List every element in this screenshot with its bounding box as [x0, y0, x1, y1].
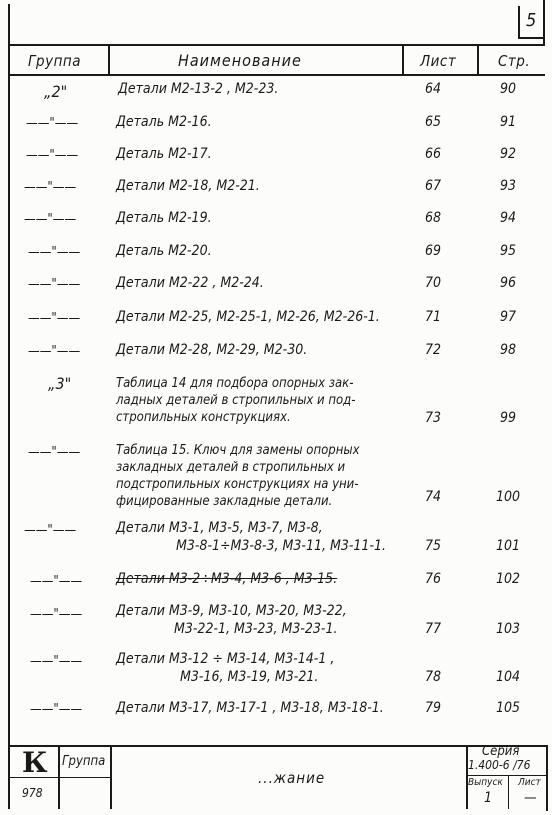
row-7-page: 96 — [499, 275, 517, 291]
stamp-title: ...жание — [258, 769, 326, 787]
row-12-line-1: Детали М3-1, М3-5, М3-7, М3-8, — [116, 520, 323, 536]
page-number-box-left — [518, 6, 520, 38]
row-4-sheet: 67 — [424, 178, 442, 194]
stamp-issue-label: Выпуск — [468, 777, 503, 788]
row-3-page: 92 — [499, 146, 517, 162]
row-14-sheet: 77 — [424, 621, 442, 637]
frame-left-line — [8, 4, 10, 809]
stamp-sheet-label: Лист — [518, 777, 541, 788]
row-3-name: Деталь М2-17. — [116, 146, 212, 162]
row-10-line-2: ладных деталей в стропильных и под- — [116, 393, 356, 408]
row-11-line-4: фицированные закладные детали. — [116, 494, 333, 509]
row-11-line-1: Таблица 15. Ключ для замены опорных — [116, 443, 360, 458]
row-15-group: ——"—— — [30, 654, 83, 669]
row-1-group: „2" — [44, 82, 68, 101]
stamp-group-label: Группа — [62, 754, 106, 769]
frame-right-lower-line — [546, 745, 548, 811]
row-12-page: 101 — [495, 538, 521, 554]
row-11-line-2: закладных деталей в стропильных и — [116, 460, 346, 475]
row-13-group: ——"—— — [30, 574, 83, 589]
header-bottom-line — [8, 74, 545, 76]
row-8-name: Детали М2-25, М2-25-1, М2-26, М2-26-1. — [116, 309, 380, 325]
row-1-sheet: 64 — [424, 81, 442, 97]
row-15-line-2: М3-16, М3-19, М3-21. — [180, 669, 319, 685]
row-16-page: 105 — [495, 700, 521, 716]
row-11-group: ——"—— — [28, 445, 81, 460]
header-name: Наименование — [178, 51, 302, 70]
row-2-group: ——"—— — [26, 116, 79, 131]
header-page: Стр. — [498, 52, 531, 70]
row-7-sheet: 70 — [424, 275, 442, 291]
row-10-line-3: стропильных конструкциях. — [116, 410, 291, 425]
row-2-sheet: 65 — [424, 114, 442, 130]
row-14-group: ——"—— — [30, 607, 83, 622]
row-14-line-2: М3-22-1, М3-23, М3-23-1. — [174, 621, 338, 637]
row-7-name: Детали М2-22 , М2-24. — [116, 275, 264, 291]
row-9-page: 98 — [499, 342, 517, 358]
row-6-sheet: 69 — [424, 243, 442, 259]
row-10-sheet: 73 — [424, 410, 442, 426]
page-number: 5 — [526, 10, 537, 31]
row-6-group: ——"—— — [28, 245, 81, 260]
header-sheet: Лист — [420, 52, 457, 70]
row-12-group: ——"—— — [24, 523, 77, 538]
row-1-page: 90 — [499, 81, 517, 97]
stamp-mark: К — [22, 746, 48, 779]
row-4-page: 93 — [499, 178, 517, 194]
row-5-group: ——"—— — [24, 212, 77, 227]
row-6-name: Деталь М2-20. — [116, 243, 212, 259]
row-14-line-1: Детали М3-9, М3-10, М3-20, М3-22, — [116, 603, 347, 619]
row-10-line-1: Таблица 14 для подбора опорных зак- — [116, 376, 354, 391]
row-2-name: Деталь М2-16. — [116, 114, 212, 130]
row-16-name: Детали М3-17, М3-17-1 , М3-18, М3-18-1. — [116, 700, 384, 716]
stamp-mid-line-right — [466, 775, 548, 776]
row-15-page: 104 — [495, 669, 521, 685]
row-15-sheet: 78 — [424, 669, 442, 685]
page-number-box-bottom — [518, 37, 545, 39]
row-10-page: 99 — [499, 410, 517, 426]
stamp-div-1 — [58, 745, 60, 809]
frame-top-line — [8, 44, 545, 46]
header-divider-1 — [108, 46, 110, 75]
header-divider-3 — [477, 46, 479, 75]
row-14-page: 103 — [495, 621, 521, 637]
row-4-name: Детали М2-18, М2-21. — [116, 178, 260, 194]
stamp-series-value: 1.400-6 /76 — [468, 758, 531, 772]
row-8-sheet: 71 — [424, 309, 442, 325]
row-16-sheet: 79 — [424, 700, 442, 716]
stamp-number: 978 — [22, 786, 43, 800]
stamp-div-4 — [508, 775, 509, 809]
row-5-name: Деталь М2-19. — [116, 210, 212, 226]
row-11-line-3: подстропильных конструкциях на уни- — [116, 477, 359, 492]
row-10-group: „3" — [48, 374, 72, 393]
row-11-page: 100 — [495, 489, 521, 505]
row-9-sheet: 72 — [424, 342, 442, 358]
row-15-line-1: Детали М3-12 ÷ М3-14, М3-14-1 , — [116, 651, 335, 667]
stamp-series-label: Серия — [482, 744, 520, 759]
row-8-group: ——"—— — [28, 311, 81, 326]
row-11-sheet: 74 — [424, 489, 442, 505]
row-12-line-2: М3-8-1÷М3-8-3, М3-11, М3-11-1. — [176, 538, 386, 554]
row-7-group: ——"—— — [28, 277, 81, 292]
stamp-issue-value: 1 — [484, 790, 493, 806]
row-12-sheet: 75 — [424, 538, 442, 554]
stamp-sheet-value: — — [524, 790, 537, 806]
row-5-page: 94 — [499, 210, 517, 226]
row-3-sheet: 66 — [424, 146, 442, 162]
row-9-group: ——"—— — [28, 344, 81, 359]
row-5-sheet: 68 — [424, 210, 442, 226]
row-16-group: ——"—— — [30, 702, 83, 717]
header-group: Группа — [28, 52, 81, 70]
row-13-sheet: 76 — [424, 571, 442, 587]
row-1-name: Детали М2-13-2 , М2-23. — [118, 81, 279, 97]
row-13-name: Детали М3-2÷М3-4, М3-6 , М3-15. — [116, 571, 338, 587]
row-9-name: Детали М2-28, М2-29, М2-30. — [116, 342, 308, 358]
row-13-page: 102 — [495, 571, 521, 587]
frame-right-line — [543, 0, 545, 46]
row-2-page: 91 — [499, 114, 517, 130]
row-4-group: ——"—— — [24, 180, 77, 195]
header-divider-2 — [402, 46, 404, 75]
row-6-page: 95 — [499, 243, 517, 259]
row-8-page: 97 — [499, 309, 517, 325]
stamp-div-2 — [110, 745, 112, 809]
row-3-group: ——"—— — [26, 148, 79, 163]
